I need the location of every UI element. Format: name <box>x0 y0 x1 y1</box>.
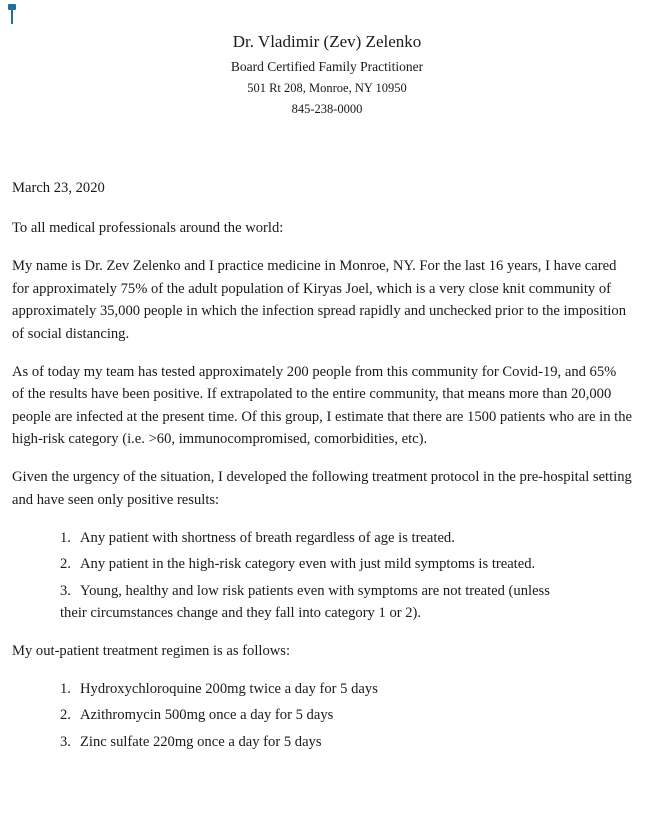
letterhead-name: Dr. Vladimir (Zev) Zelenko <box>232 32 422 51</box>
list-item-text: Any patient in the high-risk category even with just mild symptoms is treated. <box>80 556 536 572</box>
regimen-list <box>12 678 632 754</box>
paragraph-testing: As of today my team has tested approximately 200 people from this community for Covid-19, and 65% of the results have been positive. If extrapolated to the entire community, that means more than 20,000 people are infected at the present time. Of this group, I estimate that there are 1500 patients who are in the high-risk category (i.e. >60, immunocompromised, comorbidities, etc). <box>12 363 633 447</box>
letter-date: March 23, 2020 <box>12 180 105 196</box>
letterhead-address: 501 Rt 208, Monroe, NY 10950 <box>247 81 407 95</box>
list-item <box>60 731 632 754</box>
regimen-intro: My out-patient treatment regimen is as follows: <box>12 642 291 659</box>
paragraph-intro: My name is Dr. Zev Zelenko and I practice medicine in Monroe, NY. For the last 16 years, I have cared for approximately 75% of the adult population of Kiryas Joel, which is a very close knit community of approximately 35,000 people in which the infection spread rapidly and unchecked prior to the imposition of social distancing. <box>12 258 626 342</box>
letterhead-phone: 845-238-0000 <box>291 102 363 116</box>
list-item-text: Zinc sulfate 220mg once a day for 5 days <box>80 733 322 750</box>
list-item-text: Young, healthy and low risk patients even with symptoms are not treated (unless <box>80 582 550 599</box>
protocol-list <box>12 527 632 625</box>
letter-body <box>12 177 632 768</box>
list-item <box>60 704 632 727</box>
list-item-text: Any patient with shortness of breath regardless of age is treated. <box>80 529 455 546</box>
list-item-number: 2. <box>60 556 71 572</box>
list-item-number: 3. <box>60 582 71 599</box>
letterhead-title: Board Certified Family Practitioner <box>230 59 424 74</box>
list-item-number: 2. <box>60 707 71 723</box>
letter-salutation: To all medical professionals around the world: <box>12 219 284 236</box>
list-item-number: 3. <box>60 733 71 750</box>
letterhead <box>0 30 646 120</box>
list-item <box>60 553 632 576</box>
list-item-text: Hydroxychloroquine 200mg twice a day for 5 days <box>80 680 378 697</box>
paragraph-protocol: Given the urgency of the situation, I developed the following treatment protocol in the pre-hospital setting and have seen only positive results: <box>12 469 632 508</box>
list-item <box>60 678 632 701</box>
text-cursor-bar <box>11 6 13 24</box>
list-item-text: Azithromycin 500mg once a day for 5 days <box>80 707 334 723</box>
list-item-text-continued: their circumstances change and they fall into category 1 or 2). <box>60 605 422 621</box>
list-item-number: 1. <box>60 680 71 697</box>
list-item <box>60 580 632 625</box>
list-item-number: 1. <box>60 529 71 546</box>
text-cursor-icon <box>8 4 17 26</box>
list-item <box>60 527 632 550</box>
